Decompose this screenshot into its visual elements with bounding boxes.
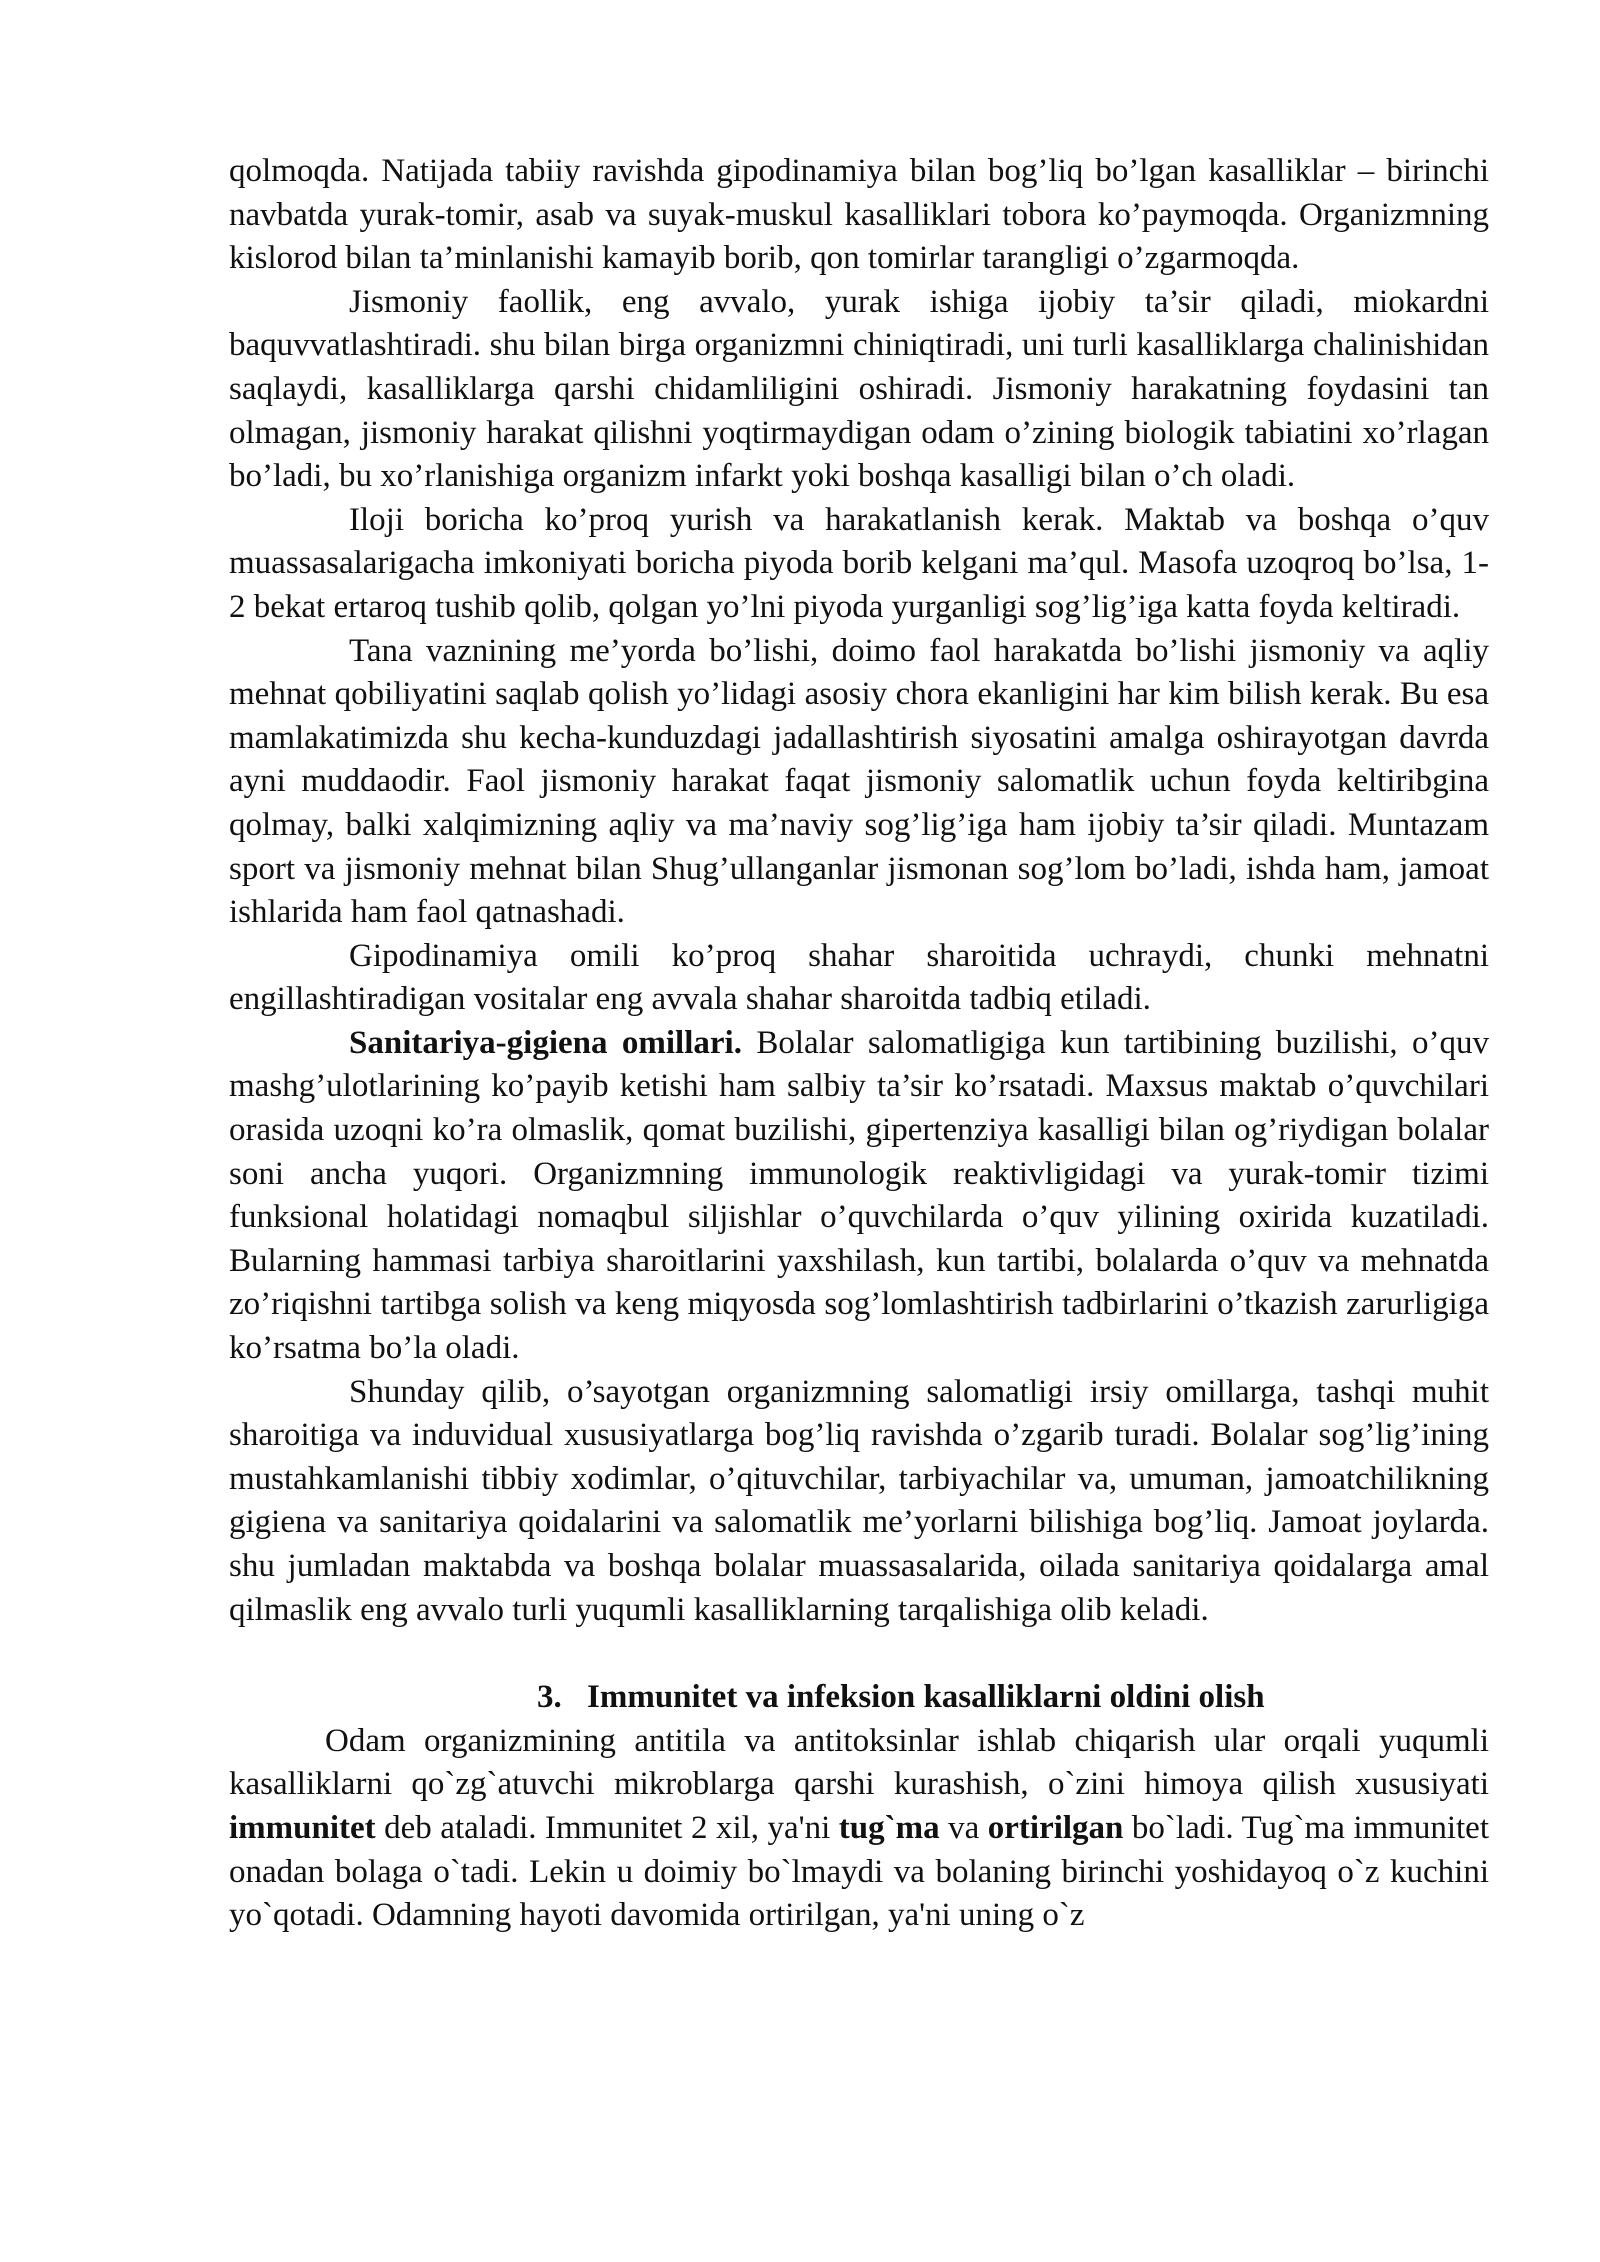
paragraph-1: qolmoqda. Natijada tabiiy ravishda gipodinamiya bilan bog’liq bo’lgan kasalliklar – birinchi navbatda yurak-tomir, asab va suyak-muskul kasalliklari tobora ko’paymoqda. Organizmning kislorod bilan ta’minlanishi kamayib borib, qon tomirlar tarangligi o’zgarmoqda. — [229, 153, 1489, 277]
paragraph-2: Jismoniy faollik, eng avvalo, yurak ishiga ijobiy ta’sir qiladi, miokardni baquvvatlashtiradi. shu bilan birga organizmni chiniqtiradi, uni turli kasalliklarga chalinishidan saqlaydi, kasalliklarga qarshi chidamliligini oshiradi. Jismoniy harakatning foydasini tan olmagan, jismoniy harakat qilishni yoqtirmaydigan odam o’zining biologik tabiatini xo’rlagan bo’ladi, bu xo’rlanishiga organizm infarkt yoki boshqa kasalligi bilan o’ch oladi. — [229, 283, 1489, 495]
paragraph-8-text-a: Odam organizmining antitila va antitoksinlar ishlab chiqarish ular orqali yuqumli kasalliklarni qo`zg`atuvchi mikroblarga qarshi kurashish, o`zini himoya qilish xususiyati — [229, 1722, 1489, 1803]
document-page — [229, 150, 1489, 1938]
term-immunitet: immunitet — [229, 1809, 376, 1846]
section-number: 3. — [537, 1679, 562, 1716]
section-heading — [229, 1676, 1489, 1720]
section-term-sanitary: Sanitariya-gigiena omillari. — [349, 1024, 742, 1061]
paragraph-7: Shunday qilib, o’sayotgan organizmning salomatligi irsiy omillarga, tashqi muhit sharoitiga va induvidual xususiyatlarga bog’liq ravishda o’zgarib turadi. Bolalar sog’lig’ining mustahkamlanishi tibbiy xodimlar, o’qituvchilar, tarbiyachilar va, umuman, jamoatchilikning gigiena va sanitariya qoidalarini va salomatlik me’yorlarni bilishiga bog’liq. Jamoat joylarda. shu jumladan maktabda va boshqa bolalar muassasalarida, oilada sanitariya qoidalarga amal qilmaslik eng avvalo turli yuqumli kasalliklarning tarqalishiga olib keladi. — [229, 1373, 1489, 1628]
term-ortirilgan: ortirilgan — [987, 1809, 1124, 1846]
paragraph-6-text: Bolalar salomatligiga kun tartibining buzilishi, o’quv mashg’ulotlarining ko’payib ketishi ham salbiy ta’sir ko’rsatadi. Maxsus maktab o’quvchilari orasida uzoqni ko’ra olmaslik, qomat buzilishi, gipertenziya kasalligi bilan og’riydigan bolalar soni ancha yuqori. Organizmning immunologik reaktivligidagi va yurak-tomir tizimi funksional holatidagi nomaqbul siljishlar o’quvchilarda o’quv yilining oxirida kuzatiladi. Bularning hammasi tarbiya sharoitlarini yaxshilash, kun tartibi, bolalarda o’quv va mehnatda zo’riqishni tartibga solish va keng miqyosda sog’lomlashtirish tadbirlarini o’tkazish zarurligiga ko’rsatma bo’la oladi. — [229, 1024, 1489, 1367]
paragraph-8-text-c: deb ataladi. Immunitet 2 xil, ya'ni — [375, 1809, 839, 1846]
paragraph-8-text-e: bo`ladi. Tug`ma immunitet onadan bolaga o`tadi. Lekin u doimiy bo`lmaydi va bolaning birinchi yoshidayoq o`z kuchini yo`qotadi. Odamning hayoti davomida ortirilgan, ya'ni uning o`z — [229, 1809, 1489, 1934]
paragraph-6 — [229, 1022, 1489, 1371]
paragraph-4: Tana vaznining me’yorda bo’lishi, doimo faol harakatda bo’lishi jismoniy va aqliy mehnat qobiliyatini saqlab qolish yo’lidagi asosiy chora ekanligini har kim bilish kerak. Bu esa mamlakatimizda shu kecha-kunduzdagi jadallashtirish siyosatini amalga oshirayotgan davrda ayni muddaodir. Faol jismoniy harakat faqat jismoniy salomatlik uchun foyda keltiribgina qolmay, balki xalqimizning aqliy va ma’naviy sog’lig’iga ham ijobiy ta’sir qiladi. Muntazam sport va jismoniy mehnat bilan Shug’ullanganlar jismonan sog’lom bo’ladi, ishda ham, jamoat ishlarida ham faol qatnashadi. — [229, 632, 1489, 931]
paragraph-8-text-d: va — [939, 1809, 988, 1846]
paragraph-5: Gipodinamiya omili ko’proq shahar sharoitida uchraydi, chunki mehnatni engillashtiradigan vositalar eng avvala shahar sharoitda tadbiq etiladi. — [229, 937, 1489, 1018]
term-tugma: tug`ma — [838, 1809, 940, 1846]
paragraph-3: Iloji boricha ko’proq yurish va harakatlanish kerak. Maktab va boshqa o’quv muassasalarigacha imkoniyati boricha piyoda borib kelgani ma’qul. Masofa uzoqroq bo’lsa, 1-2 bekat ertaroq tushib qolib, qolgan yo’lni piyoda yurganligi sog’lig’iga katta foyda keltiradi. — [229, 501, 1489, 625]
section-title: Immunitet va infeksion kasalliklarni oldini olish — [587, 1679, 1265, 1716]
paragraph-8 — [229, 1720, 1489, 1938]
